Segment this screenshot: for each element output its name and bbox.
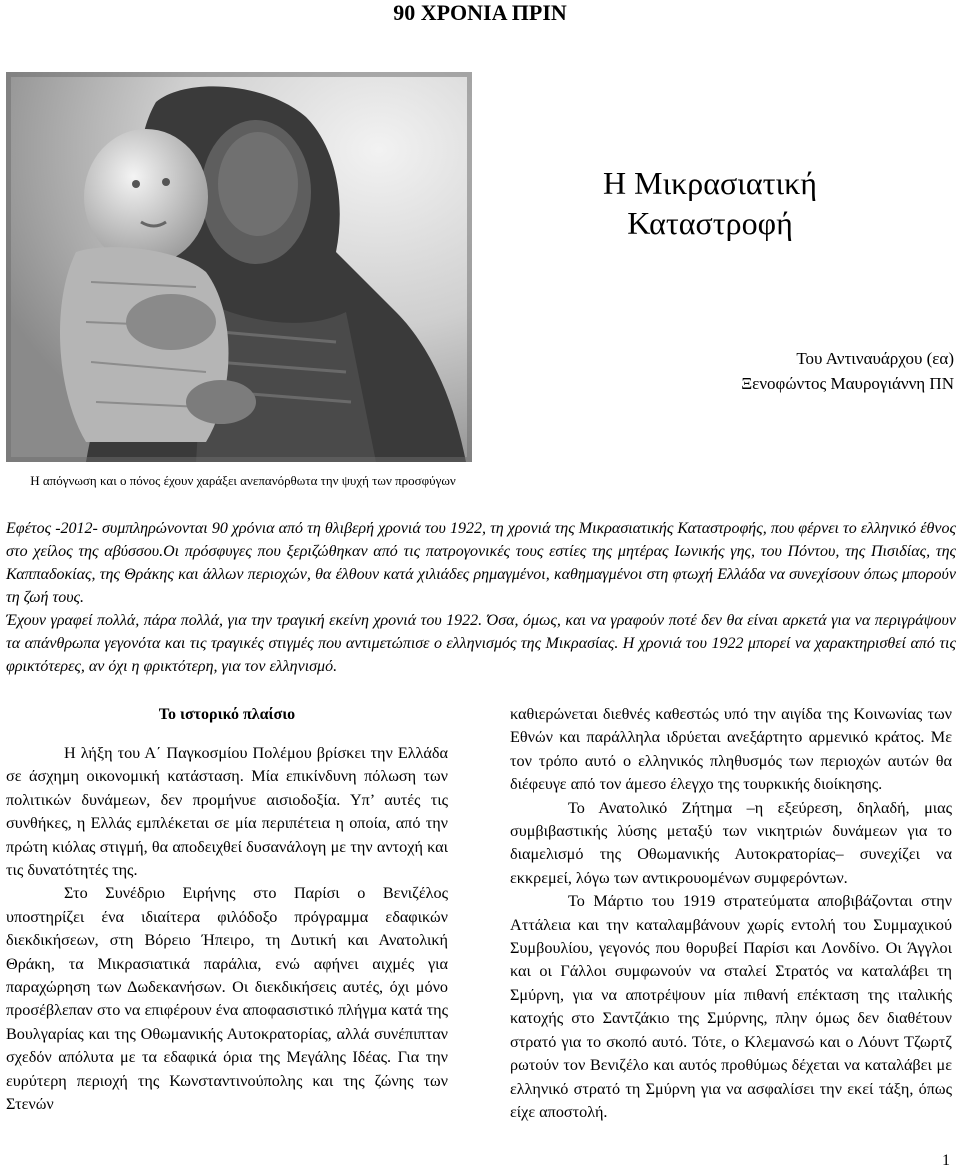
article-title-line-1: Η Μικρασιατική bbox=[603, 165, 817, 201]
right-column-paragraph: καθιερώνεται διεθνές καθεστώς υπό την αιγίδα της Κοινωνίας των Εθνών και παράλληλα ιδρύεται ανεξάρτητο αρμενικό κράτος. Με τον τρόπο αυτό ο ελληνικός πληθυσμός των περιοχών αυτών θα διέφευγε από τον άμεσο έλεγχο της τουρκικής διοίκησης. bbox=[510, 705, 952, 794]
page-number: 1 bbox=[942, 1152, 950, 1169]
article-title bbox=[510, 163, 910, 243]
author-line-2: Ξενοφώντος Μαυρογιάννη ΠΝ bbox=[741, 374, 954, 393]
article-title-line-2: Καταστροφή bbox=[627, 205, 793, 241]
section-heading: Το ιστορικό πλαίσιο bbox=[158, 706, 296, 723]
intro-paragraph-2: Έχουν γραφεί πολλά, πάρα πολλά, για την τραγική εκείνη χρονιά του 1922. Όσα, όμως, και να γραφούν ποτέ δεν θα είναι αρκετά για να περιγράψουν τα απάνθρωπα γεγονότα και τις τραγικές στιγμές που αντιμετώπισε ο ελληνισμός της Μικρασίας. Η χρονιά του 1922 μπορεί να χαρακτηρισθεί από τις φρικτότερες, αν όχι η φρικτότερη, για τον ελληνισμό. bbox=[6, 612, 956, 675]
photo-caption: Η απόγνωση και ο πόνος έχουν χαράξει ανεπανόρθωτα την ψυχή των προσφύγων bbox=[30, 473, 456, 488]
intro-paragraph-1: Εφέτος -2012- συμπληρώνονται 90 χρόνια από τη θλιβερή χρονιά του 1922, τη χρονιά της Μικρασιατικής Καταστροφής, που φέρνει το ελληνικό έθνος στο χείλος της αβύσσου.Οι πρόσφυγες που ξεριζώθηκαν από τις πατρογονικές τους εστίες της μητέρας Ιωνικής γης, του Πόντου, της Πισιδίας, της Καππαδοκίας, της Θράκης και άλλων περιοχών, θα έλθουν κατά χιλιάδες ρημαγμένοι, καθημαγμένοι στη φτωχή Ελλάδα να συνεχίσουν όπως μπορούν τη ζωή τους. bbox=[6, 520, 956, 606]
article-left-column bbox=[6, 703, 448, 1117]
article-right-column bbox=[510, 703, 952, 1124]
refugee-mother-and-child-photo-icon bbox=[6, 72, 472, 462]
right-column-paragraph: Το Μάρτιο του 1919 στρατεύματα αποβιβάζονται στην Αττάλεια και την καταλαμβάνουν χωρίς εντολή του Συμμαχικού Συμβουλίου, γεγονός που θορυβεί Παρίσι και Λονδίνο. Οι Άγγλοι και οι Γάλλοι συμφωνούν να σταλεί Στρατός να καταλάβει τη Σμύρνη, για να αποτρέψουν μία πιθανή επέκταση της ιταλικής κατοχής στο Σαντζάκιο της Σμύρνης, πλην όμως δεν διαθέτουν στρατό για το σκοπό αυτό. Τότε, ο Κλεμανσώ και ο Λόυντ Τζωρτζ ρωτούν τον Βενιζέλο και αυτός προθύμως δέχεται να καταλάβει με ελληνικό στρατό τη Σμύρνη για να ασφαλίσει την εκεί τάξη, όπως είχε αποστολή. bbox=[510, 892, 952, 1121]
page-header-title: 90 ΧΡΟΝΙΑ ΠΡΙΝ bbox=[393, 0, 567, 25]
left-column-paragraph: Η λήξη του Α΄ Παγκοσμίου Πολέμου βρίσκει την Ελλάδα σε άσχημη οικονομική κατάσταση. Μία επικίνδυνη πόλωση των πολιτικών δυνάμεων, δεν προμήνυε αισιοδοξία. Υπ’ αυτές τις συνθήκες, η Ελλάς εμπλέκεται σε μία περιπέτεια η οποία, από την πρώτη κιόλας στιγμή, θα αποδειχθεί δυσανάλογη με την αντοχή και τις δυνατότητές της. bbox=[6, 744, 448, 880]
author-line-1: Του Αντιναυάρχου (εα) bbox=[796, 349, 954, 368]
article-intro bbox=[6, 517, 956, 678]
left-column-paragraph: Στο Συνέδριο Ειρήνης στο Παρίσι ο Βενιζέλος υποστηρίζει ένα ιδιαίτερα φιλόδοξο πρόγραμμα εδαφικών διεκδικήσεων, στη Βόρειο Ήπειρο, τη Δυτική και Ανατολική Θράκη, τα Μικρασιατικά παράλια, ενώ αφήνει αιχμές για παραχώρηση των Δωδεκανήσων. Οι διεκδικήσεις αυτές, όχι μόνο προσέβλεπαν στο να επιφέρουν ένα αποφασιστικό πλήγμα κατά της Βουλγαρίας και της Οθωμανικής Αυτοκρατορίας, αλλά συνέπιπταν σχεδόν απόλυτα με τα εδαφικά όρια της Μεγάλης Ιδέας. Για την ευρύτερη περιοχή της Κωνσταντινούπολης και της ζώνης των Στενών bbox=[6, 884, 448, 1114]
right-column-paragraph: Το Ανατολικό Ζήτημα –η εξεύρεση, δηλαδή, μιας συμβιβαστικής λύσης μεταξύ των νικητριών δυνάμεων για το διαμελισμό της Οθωμανικής Αυτοκρατορίας– συνεχίζει να εκκρεμεί, λόγω των αντικρουομένων συμφερόντων. bbox=[510, 798, 952, 887]
article-author bbox=[594, 346, 954, 396]
refugee-photo bbox=[6, 72, 472, 462]
